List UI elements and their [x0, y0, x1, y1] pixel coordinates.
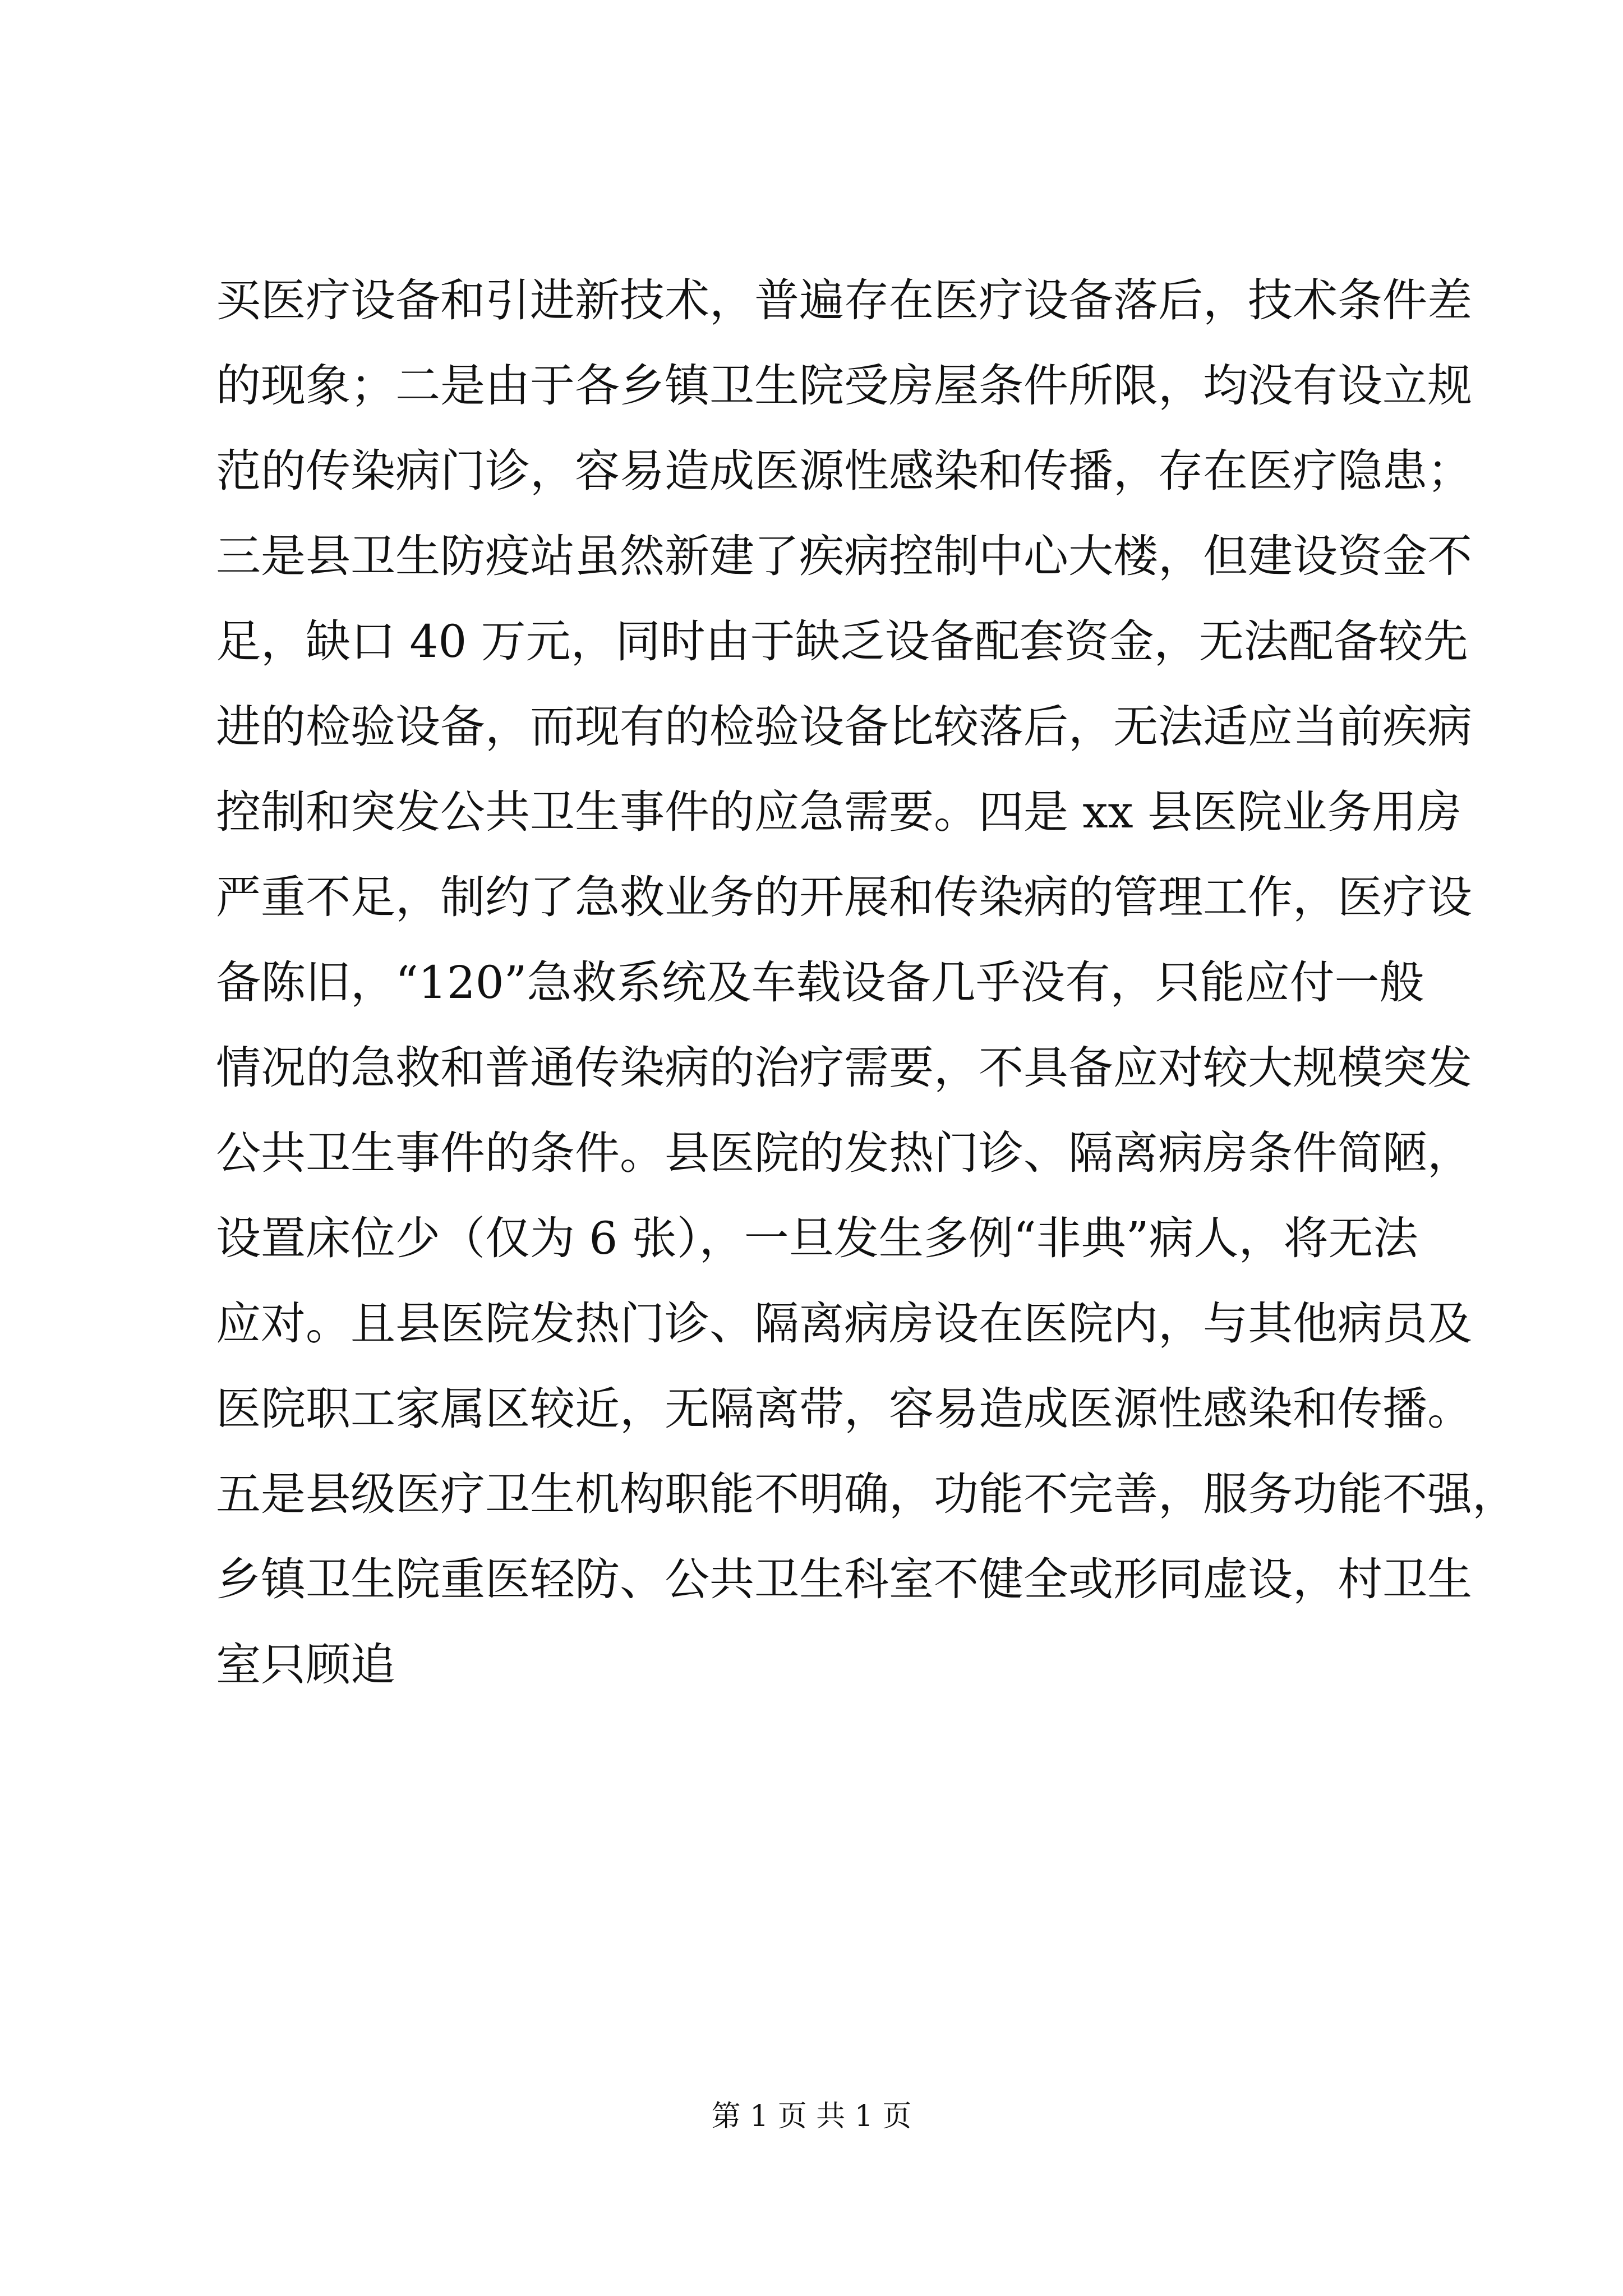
text-line: 进的检验设备，而现有的检验设备比较落后，无法适应当前疾病 — [216, 701, 1472, 753]
text-line: 备陈旧，“120”急救系统及车载设备几乎没有，只能应付一般 — [216, 956, 1424, 1009]
text-line: 严重不足，制约了急救业务的开展和传染病的管理工作，医疗设 — [216, 871, 1472, 923]
text-line: 范的传染病门诊，容易造成医源性感染和传播，存在医疗隐患； — [216, 445, 1472, 497]
text-line: 五是县级医疗卫生机构职能不明确，功能不完善，服务功能不强， — [216, 1468, 1517, 1520]
text-line: 医院职工家属区较近，无隔离带，容易造成医源性感染和传播。 — [216, 1383, 1472, 1435]
text-line: 的现象；二是由于各乡镇卫生院受房屋条件所限，均没有设立规 — [216, 360, 1472, 412]
text-line: 乡镇卫生院重医轻防、公共卫生科室不健全或形同虚设，村卫生 — [216, 1553, 1472, 1605]
text-line: 应对。且县医院发热门诊、隔离病房设在医院内，与其他病员及 — [216, 1297, 1472, 1350]
text-line: 三是县卫生防疫站虽然新建了疾病控制中心大楼，但建设资金不 — [216, 530, 1472, 582]
text-line: 足，缺口 40 万元，同时由于缺乏设备配套资金，无法配备较先 — [216, 615, 1468, 668]
page-footer: 第 1 页 共 1 页 — [711, 2100, 912, 2133]
body-paragraph — [216, 258, 1517, 1708]
text-line: 公共卫生事件的条件。县医院的发热门诊、隔离病房条件简陋， — [216, 1127, 1472, 1179]
text-line: 室只顾追 — [216, 1639, 395, 1691]
text-line: 情况的急救和普通传染病的治疗需要，不具备应对较大规模突发 — [216, 1042, 1472, 1094]
text-line: 设置床位少（仅为 6 张），一旦发生多例“非典”病人，将无法 — [216, 1212, 1418, 1264]
text-line: 控制和突发公共卫生事件的应急需要。四是 xx 县医院业务用房 — [216, 786, 1462, 838]
text-line: 买医疗设备和引进新技术，普遍存在医疗设备落后，技术条件差 — [216, 274, 1472, 326]
